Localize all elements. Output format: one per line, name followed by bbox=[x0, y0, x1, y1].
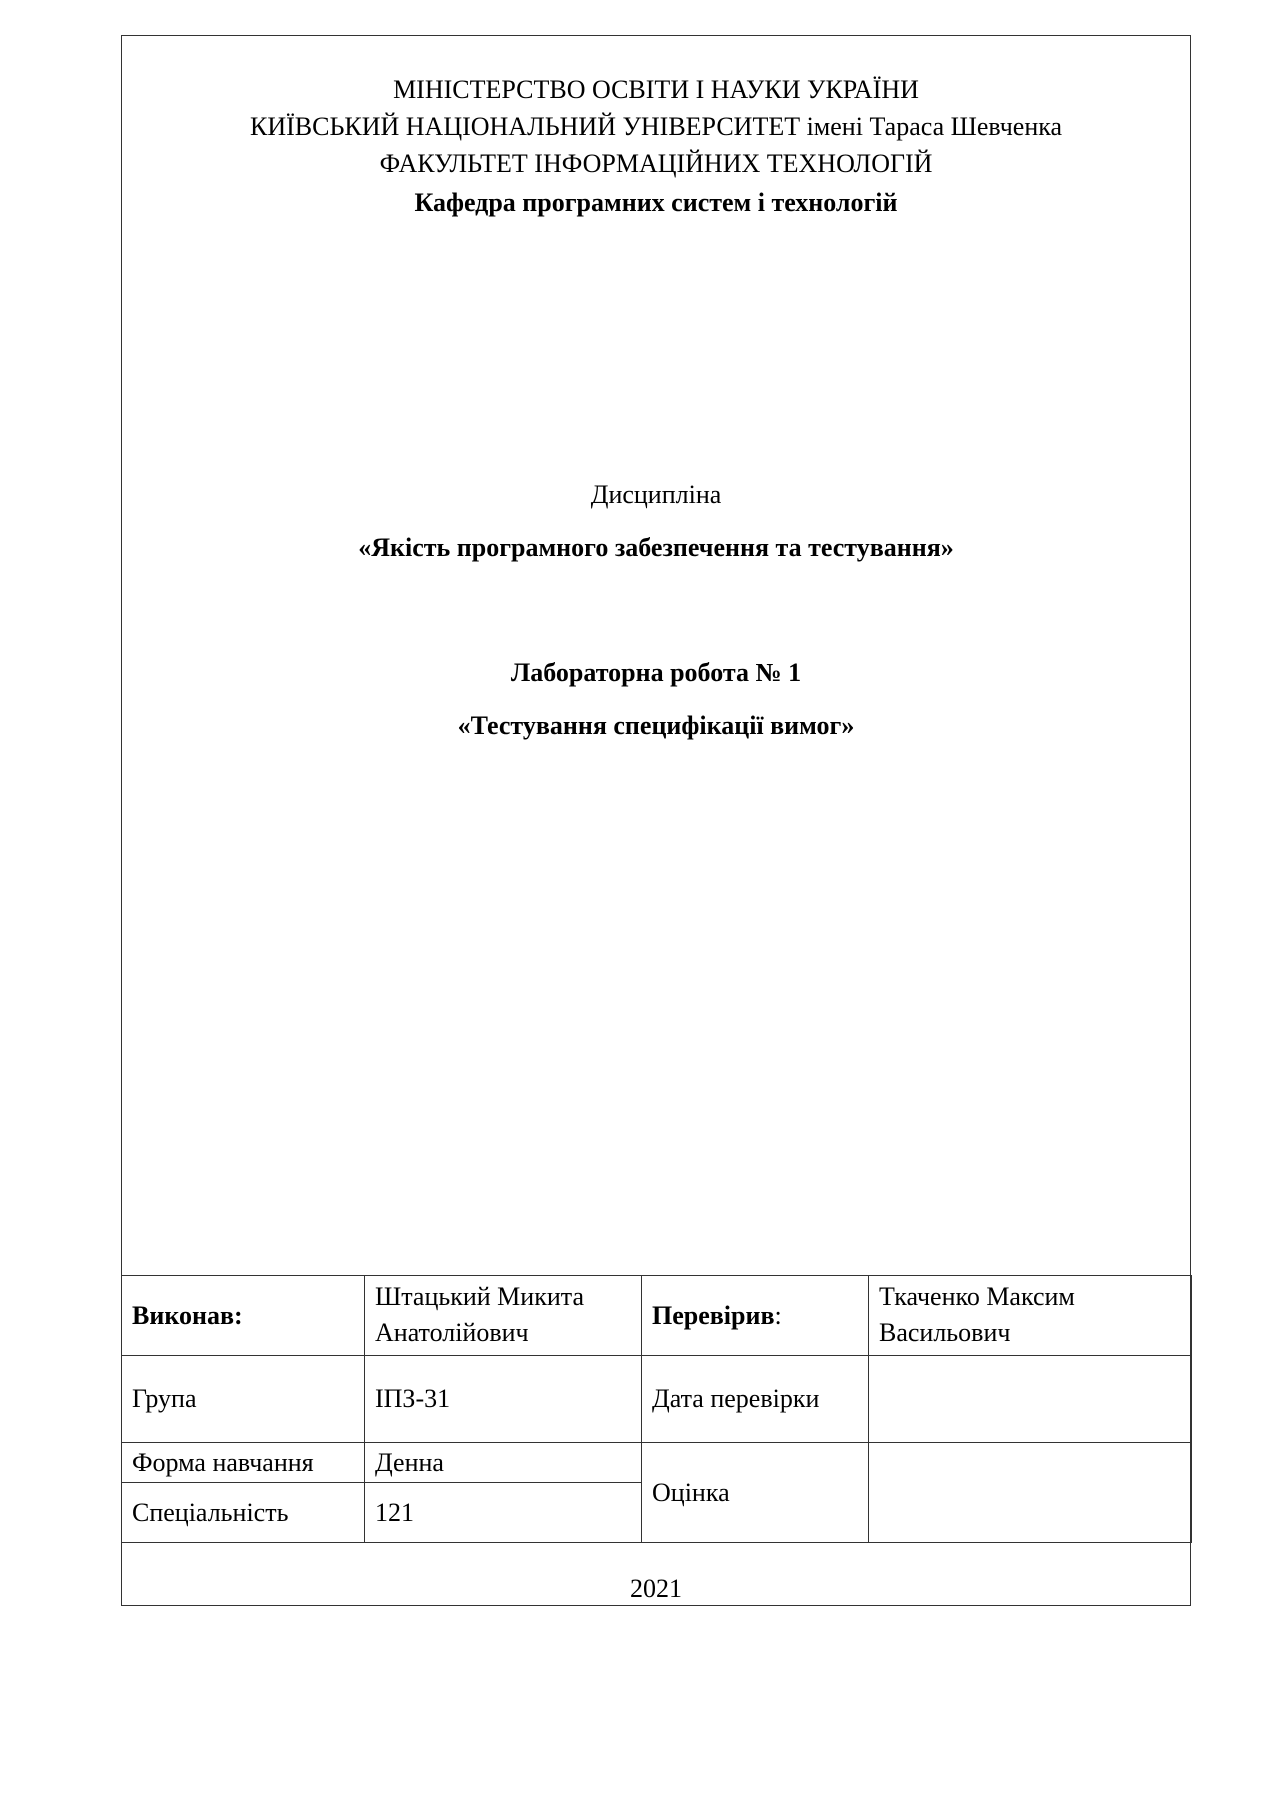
checked-label-cell bbox=[642, 1276, 869, 1356]
checked-name-line2: Васильович bbox=[879, 1318, 1011, 1347]
table-row bbox=[122, 1356, 1192, 1443]
checked-name-cell bbox=[869, 1276, 1192, 1356]
study-form-label: Форма навчання bbox=[132, 1447, 314, 1477]
group-label: Група bbox=[132, 1384, 197, 1413]
specialty-value: 121 bbox=[375, 1497, 414, 1527]
faculty-heading: ФАКУЛЬТЕТ ІНФОРМАЦІЙНИХ ТЕХНОЛОГІЙ bbox=[379, 149, 933, 178]
university-heading: КИЇВСЬКИЙ НАЦІОНАЛЬНИЙ УНІВЕРСИТЕТ імені Тараса Шевченка bbox=[249, 112, 1063, 141]
study-form-label-cell bbox=[122, 1443, 365, 1483]
footer-year: 2021 bbox=[630, 1574, 682, 1603]
study-form-value-cell bbox=[365, 1443, 642, 1483]
performed-name-line1: Штацький Микита bbox=[375, 1282, 584, 1311]
info-table bbox=[121, 1275, 1192, 1543]
grade-value-cell bbox=[869, 1443, 1192, 1543]
lab-title: Лабораторна робота № 1 bbox=[510, 658, 802, 687]
check-date-label-cell bbox=[642, 1356, 869, 1443]
group-value-cell bbox=[365, 1356, 642, 1443]
discipline-label: Дисципліна bbox=[590, 480, 722, 509]
check-date-label: Дата перевірки bbox=[652, 1384, 820, 1413]
study-form-value: Денна bbox=[375, 1447, 444, 1477]
table-row bbox=[122, 1276, 1192, 1356]
specialty-label-cell bbox=[122, 1483, 365, 1543]
discipline-name: «Якість програмного забезпечення та тестування» bbox=[358, 533, 954, 562]
performed-name-line2: Анатолійович bbox=[375, 1318, 529, 1347]
table-row bbox=[122, 1443, 1192, 1483]
department-heading: Кафедра програмних систем і технологій bbox=[414, 188, 898, 217]
performed-label-cell bbox=[122, 1276, 365, 1356]
grade-label: Оцінка bbox=[652, 1477, 730, 1507]
group-label-cell bbox=[122, 1356, 365, 1443]
ministry-heading: МІНІСТЕРСТВО ОСВІТИ І НАУКИ УКРАЇНИ bbox=[393, 75, 919, 104]
specialty-label: Спеціальність bbox=[132, 1497, 289, 1527]
grade-label-cell bbox=[642, 1443, 869, 1543]
checked-colon: : bbox=[774, 1300, 782, 1330]
specialty-value-cell bbox=[365, 1483, 642, 1543]
lab-topic: «Тестування специфікації вимог» bbox=[457, 711, 855, 740]
checked-label: Перевірив bbox=[652, 1300, 775, 1330]
performed-name-cell bbox=[365, 1276, 642, 1356]
performed-label: Виконав: bbox=[132, 1300, 243, 1330]
check-date-value-cell bbox=[869, 1356, 1192, 1443]
checked-name-line1: Ткаченко Максим bbox=[879, 1282, 1075, 1311]
group-value: ІПЗ-31 bbox=[375, 1384, 451, 1413]
